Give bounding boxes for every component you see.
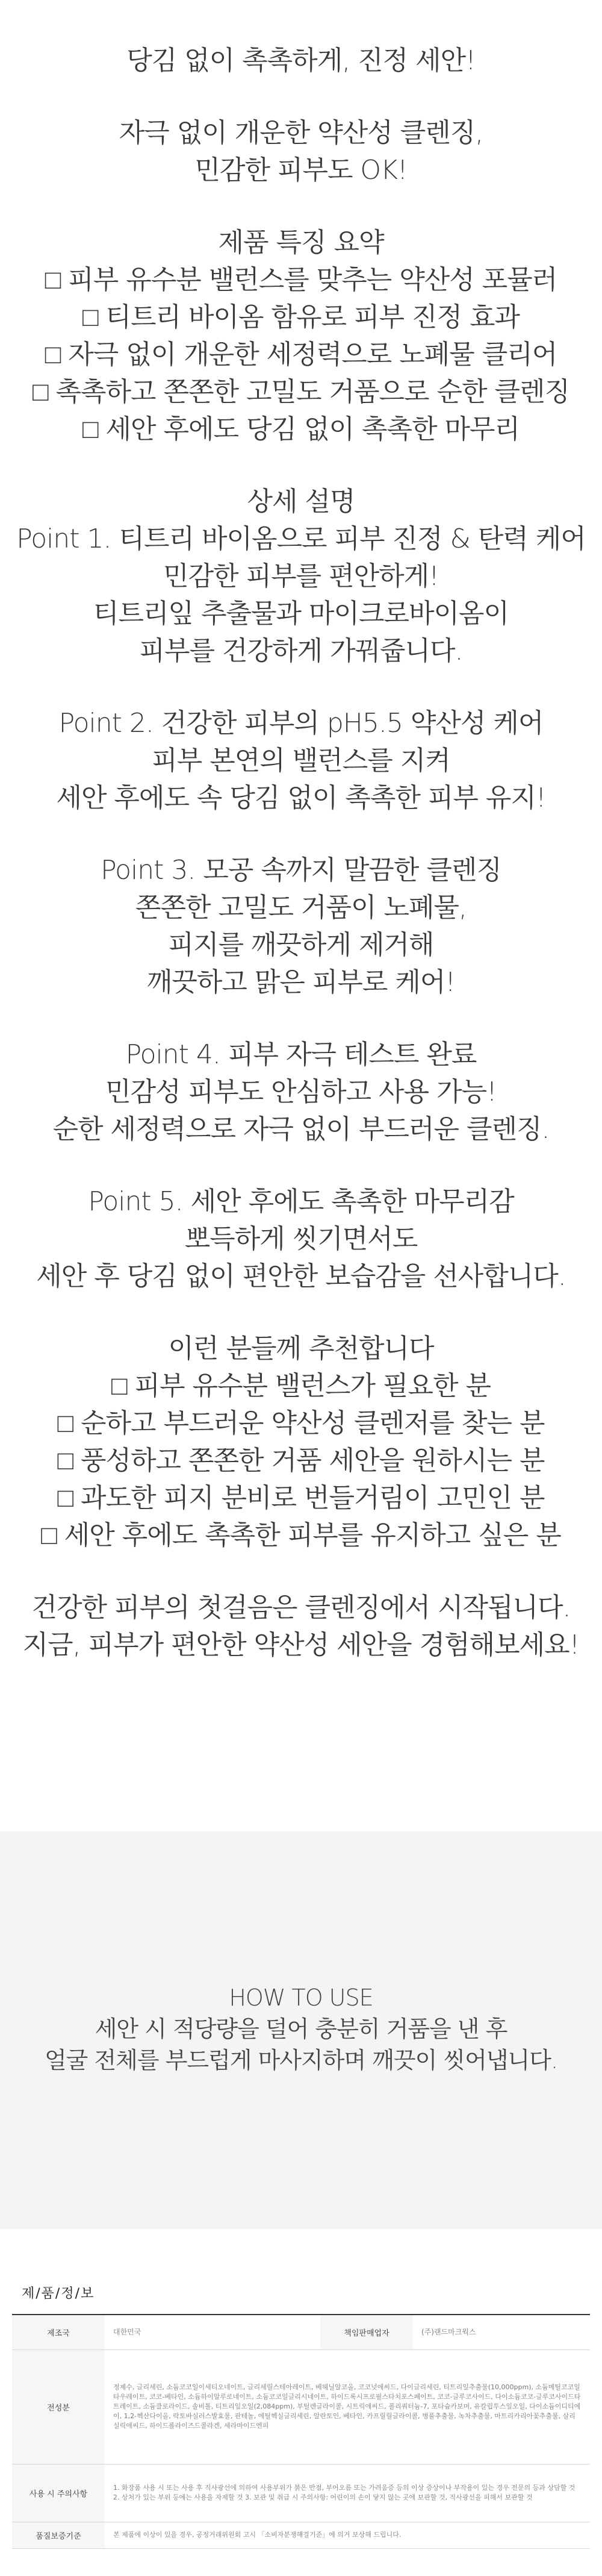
paragraph-line: □ 순하고 부드러운 약산성 클렌저를 찾는 분 <box>57 1408 545 1439</box>
paragraph-line: □ 과도한 피지 분비로 번들거림이 고민인 분 <box>57 1483 545 1513</box>
paragraph-line: □ 촉촉하고 쫀쫀한 고밀도 거품으로 순한 클렌징 <box>32 377 570 407</box>
paragraph-line: 자극 없이 개운한 약산성 클렌징, <box>119 117 483 148</box>
paragraph-line: Point 5. 세안 후에도 촉촉한 마무리감 <box>88 1186 514 1217</box>
paragraph-line: □ 피부 유수분 밸런스를 맞추는 약산성 포뮬러 <box>45 264 557 295</box>
info-row-ingredients <box>12 2349 590 2464</box>
ingredients-value: 정제수, 글리세린, 소듐코코일이세티오네이트, 글리세릴스테아레이트, 베헤닐알코올, 코코넛애씨드, 다이글리세린, 티트리잎추출물(10,000ppm), 소듐메틸코코일타우레이트, 코코-베타인, 소듐하이알루로네이트, 소듐코코일글리시네이트, 하이드록시프로필스타치포스페이트, 코코-글루코사이드, 다이소듐코코-글루코사이드타트레이트, 소듐클로라이드, 솔비톨, 티트리잎오일(2,084ppm), 부틸렌글라이콜, 시트릭애씨드, 폴리쿼터늄-7, 포타슘카보머, 유칼립투스잎오일, 다이소듐이디티에이, 1,2-헥산다이올, 락토바실러스발효물, 판테놀, 에틸헥실글리세린, 알란토인, 베타인, 카프릴릴글라이콜, 병풀추출물, 녹차추출물, 마트리카리아꽃추출물, 살리실릭애씨드, 하이드롤라이즈드콜라겐, 세라마이드엔피 <box>105 2349 590 2464</box>
product-info-title: 제/품/정/보 <box>22 2286 95 2301</box>
info-row-origin <box>12 2315 590 2349</box>
paragraph-line: □ 티트리 바이옴 함유로 피부 진정 효과 <box>82 302 520 333</box>
paragraph-line: 이런 분들께 추천합니다 <box>168 1333 434 1364</box>
how-to-use-line-2: 얼굴 전체를 부드럽게 마사지하며 깨끗이 씻어냅니다. <box>44 2047 558 2074</box>
paragraph-line: Point 4. 피부 자극 테스트 완료 <box>125 1039 477 1070</box>
product-info-table <box>12 2314 590 2549</box>
paragraph-line: 순한 세정력으로 자극 없이 부드러운 클렌징. <box>52 1114 550 1145</box>
paragraph-line: 피부 본연의 밸런스를 지켜 <box>152 745 450 776</box>
paragraph-line: 민감한 피부도 OK! <box>194 155 408 186</box>
paragraph-line: 제품 특징 요약 <box>218 227 384 258</box>
paragraph-line: 티트리잎 추출물과 마이크로바이옴이 <box>93 598 509 629</box>
quality-value: 본 제품에 이상이 있을 경우, 공정거래위원회 고시 「소비자분쟁해결기준」에 의거 보상해 드립니다. <box>105 2522 590 2548</box>
paragraph-line: 건강한 피부의 첫걸음은 클렌징에서 시작됩니다. <box>31 1592 571 1623</box>
product-description <box>0 42 602 1699</box>
paragraph <box>0 483 602 670</box>
paragraph-line: 당김 없이 촉촉하게, 진정 세안! <box>126 45 476 76</box>
paragraph-line: 깨끗하고 맑은 피부로 케어! <box>146 967 456 998</box>
origin-label: 제조국 <box>12 2315 105 2349</box>
how-to-use-line-1: 세안 시 적당량을 덜어 충분히 거품을 낸 후 <box>95 2016 507 2042</box>
info-row-caution <box>12 2464 590 2522</box>
paragraph-line: □ 자극 없이 개운한 세정력으로 노폐물 클리어 <box>45 339 557 370</box>
paragraph <box>0 1330 602 1554</box>
paragraph-line: 상세 설명 <box>247 486 355 517</box>
paragraph-line: 지금, 피부가 편안한 약산성 세안을 경험해보세요! <box>22 1630 580 1660</box>
paragraph-line: 민감성 피부도 안심하고 사용 가능! <box>105 1077 497 1107</box>
caution-label: 사용 시 주의사항 <box>12 2464 105 2522</box>
paragraph <box>0 114 602 189</box>
paragraph-line: 피부를 건강하게 가꿔줍니다. <box>139 636 463 666</box>
paragraph-line: Point 1. 티트리 바이옴으로 피부 진정 & 탄력 케어 <box>16 524 586 554</box>
paragraph <box>0 852 602 1001</box>
paragraph <box>0 1183 602 1295</box>
quality-label: 품질보증기준 <box>12 2522 105 2548</box>
paragraph-line: □ 세안 후에도 촉촉한 피부를 유지하고 싶은 분 <box>41 1520 561 1551</box>
paragraph-line: 뽀득하게 씻기면서도 <box>184 1224 418 1254</box>
paragraph-line: Point 3. 모공 속까지 말끔한 클렌징 <box>101 855 501 886</box>
paragraph-line: □ 풍성하고 쫀쫀한 거품 세안을 원하시는 분 <box>57 1445 545 1476</box>
paragraph-line: 쫀쫀한 고밀도 거품이 노폐물, <box>135 892 467 923</box>
paragraph-line: Point 2. 건강한 피부의 pH5.5 약산성 케어 <box>58 708 544 739</box>
seller-value: (주)랜드마크웍스 <box>413 2315 590 2349</box>
paragraph-line: 민감한 피부를 편안하게! <box>163 561 439 592</box>
info-row-quality <box>12 2522 590 2548</box>
paragraph <box>0 42 602 80</box>
paragraph-line: 세안 후에도 속 당김 없이 촉촉한 피부 유지! <box>56 783 546 813</box>
paragraph-line: □ 세안 후에도 당김 없이 촉촉한 마무리 <box>82 414 520 445</box>
paragraph <box>0 1036 602 1148</box>
origin-value: 대한민국 <box>105 2315 320 2349</box>
seller-label: 책임판매업자 <box>320 2315 413 2349</box>
paragraph-line: 피지를 깨끗하게 제거해 <box>168 930 434 960</box>
product-info-section <box>12 2283 590 2549</box>
paragraph-line: 세안 후 당김 없이 편안한 보습감을 선사합니다. <box>36 1261 566 1292</box>
paragraph-line: □ 피부 유수분 밸런스가 필요한 분 <box>111 1371 491 1401</box>
paragraph <box>0 705 602 817</box>
how-to-use-section <box>0 1831 602 2229</box>
paragraph <box>0 1589 602 1664</box>
how-to-use-title: HOW TO USE <box>229 1984 373 2011</box>
ingredients-label: 전성분 <box>12 2349 105 2464</box>
paragraph <box>0 224 602 448</box>
caution-value: 1. 화장품 사용 시 또는 사용 후 직사광선에 의하여 사용부위가 붉은 반점, 부어오름 또는 가려움증 등의 이상 증상이나 부작용이 있는 경우 전문의 등과 상담할 것 2. 상처가 있는 부위 등에는 사용을 자제할 것 3. 보관 및 취급 시 주의사항: 어린이의 손이 닿지 않는 곳에 보관할 것, 직사광선을 피해서 보관할 것 <box>105 2464 590 2522</box>
